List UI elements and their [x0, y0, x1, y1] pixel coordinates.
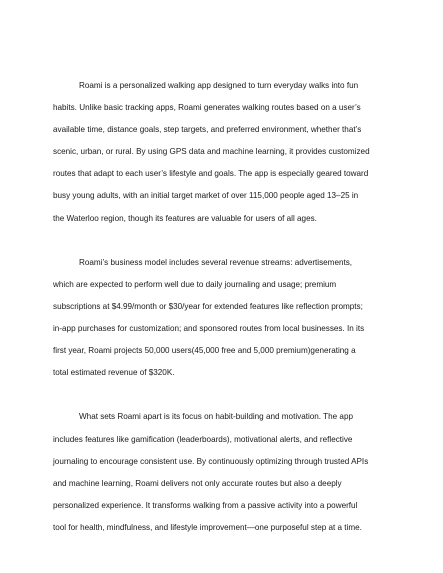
paragraph-line: journaling to encourage consistent use. By continuously optimizing through trusted APIs	[53, 456, 369, 466]
document-body	[53, 75, 390, 561]
paragraph-line: the Waterloo region, though its features are valuable for users of all ages.	[53, 213, 317, 223]
paragraph-differentiation	[53, 406, 390, 539]
paragraph-line: first year, Roami projects 50,000 users(45,000 free and 5,000 premium)generating a	[53, 346, 356, 356]
paragraph-line: in-app purchases for customization; and sponsored routes from local businesses. In its	[53, 324, 365, 334]
paragraph-line: What sets Roami apart is its focus on habit-building and motivation. The app	[79, 412, 353, 422]
paragraph-line: total estimated revenue of $320K.	[53, 368, 175, 378]
paragraph-line: which are expected to perform well due to daily journaling and usage; premium	[53, 279, 337, 289]
paragraph-intro	[53, 75, 390, 230]
paragraph-line: scenic, urban, or rural. By using GPS data and machine learning, it provides customized	[53, 147, 370, 157]
paragraph-line: habits. Unlike basic tracking apps, Roami generates walking routes based on a user’s	[53, 103, 361, 113]
paragraph-line: and machine learning, Roami delivers not only accurate routes but also a deeply	[53, 478, 342, 488]
paragraph-line: personalized experience. It transforms walking from a passive activity into a powerful	[53, 500, 358, 510]
paragraph-line: busy young adults, with an initial target market of over 115,000 people aged 13–25 in	[53, 191, 359, 201]
paragraph-business-model	[53, 252, 390, 385]
paragraph-line: Roami’s business model includes several revenue streams: advertisements,	[79, 257, 353, 267]
paragraph-line: available time, distance goals, step targets, and preferred environment, whether that’s	[53, 125, 362, 135]
paragraph-line: includes features like gamification (leaderboards), motivational alerts, and reflective	[53, 434, 353, 444]
paragraph-line: subscriptions at $4.99/month or $30/year for extended features like reflection prompts;	[53, 301, 363, 311]
paragraph-line: routes that adapt to each user’s lifestyle and goals. The app is especially geared toward	[53, 169, 369, 179]
paragraph-line: tool for health, mindfulness, and lifestyle improvement—one purposeful step at a time.	[53, 522, 362, 532]
paragraph-line: Roami is a personalized walking app designed to turn everyday walks into fun	[79, 81, 359, 90]
